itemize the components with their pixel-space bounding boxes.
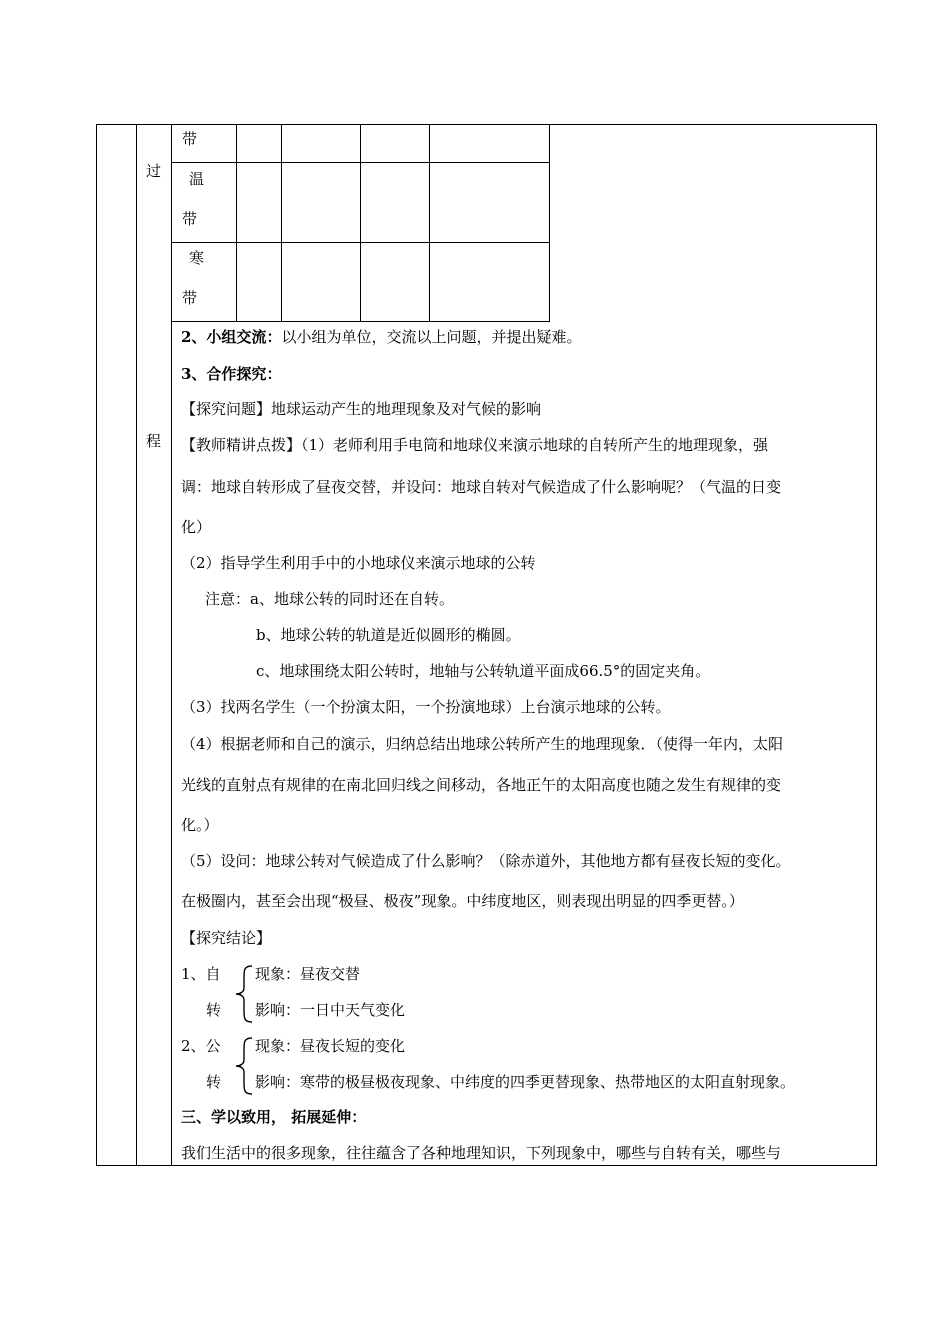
- zone-table-line: [171, 321, 550, 322]
- item2: （2）指导学生利用手中的小地球仪来演示地球的公转: [181, 554, 536, 572]
- outer-top-border: [96, 124, 877, 125]
- rotation-influence: 影响：一日中天气变化: [255, 1001, 406, 1019]
- revolution-label-b: 转: [206, 1073, 222, 1091]
- item5-line-1: （5）设问：地球公转对气候造成了什么影响？（除赤道外，其他地方都有昼夜长短的变化。: [181, 852, 791, 870]
- section3-title: 3、合作探究：: [181, 365, 282, 383]
- revolution-influence: 影响：寒带的极昼极夜现象、中纬度的四季更替现象、热带地区的太阳直射现象。: [255, 1073, 796, 1091]
- item5-line-2: 在极圈内，甚至会出现“极昼、极夜”现象。中纬度地区，则表现出明显的四季更替。）: [181, 892, 744, 910]
- col-divider-1: [136, 124, 137, 1165]
- zone-table-line: [281, 124, 282, 321]
- item4-line-2: 光线的直射点有规律的在南北回归线之间移动，各地正午的太阳高度也随之发生有规律的变: [181, 776, 782, 794]
- rotation-phenomenon: 现象：昼夜交替: [255, 965, 361, 983]
- zone-row-label: 带: [182, 289, 198, 307]
- zone-row-label: 带: [182, 130, 198, 148]
- note-c: c、地球围绕太阳公转时，地轴与公转轨道平面成66.5°的固定夹角。: [256, 662, 711, 680]
- item4-line-3: 化。）: [181, 816, 219, 834]
- item4-line-1: （4）根据老师和自己的演示，归纳总结出地球公转所产生的地理现象．（使得一年内，太阳: [181, 735, 784, 753]
- explore-question: 【探究问题】地球运动产生的地理现象及对气候的影响: [181, 400, 542, 418]
- brace-icon: [234, 1036, 254, 1096]
- outer-bottom-border: [96, 1165, 877, 1166]
- revolution-phenomenon: 现象：昼夜长短的变化: [255, 1037, 406, 1055]
- last-line: 我们生活中的很多现象，往往蕴含了各种地理知识，下列现象中，哪些与自转有关，哪些与: [181, 1144, 782, 1162]
- side-label-guo: 过: [146, 162, 162, 180]
- zone-table-line: [360, 124, 361, 321]
- revolution-label-a: 2、公: [181, 1037, 221, 1055]
- section2-text: 以小组为单位，交流以上问题，并提出疑难。: [281, 328, 582, 346]
- outer-left-border: [96, 124, 97, 1165]
- teacher-line-2: 调：地球自转形成了昼夜交替，并设问：地球自转对气候造成了什么影响呢？（气温的日变: [181, 478, 782, 496]
- zone-table-line: [549, 124, 550, 321]
- outer-right-border: [876, 124, 877, 1165]
- rotation-label-a: 1、自: [181, 965, 221, 983]
- note-b: b、地球公转的轨道是近似圆形的椭圆。: [256, 626, 521, 644]
- col-divider-2: [171, 124, 172, 1165]
- teacher-line-1: 【教师精讲点拨】（1）老师利用手电筒和地球仪来演示地球的自转所产生的地理现象，强: [181, 436, 769, 454]
- zone-table-line: [236, 124, 237, 321]
- zone-table-line: [429, 124, 430, 321]
- brace-icon: [234, 964, 254, 1024]
- conclusion-heading: 【探究结论】: [181, 929, 272, 947]
- item3: （3）找两名学生（一个扮演太阳，一个扮演地球）上台演示地球的公转。: [181, 698, 671, 716]
- rotation-label-b: 转: [206, 1001, 222, 1019]
- zone-row-label: 温: [189, 170, 205, 188]
- teacher-line-3: 化）: [181, 518, 212, 536]
- section-three-title: 三、学以致用， 拓展延伸：: [181, 1108, 367, 1126]
- side-label-cheng: 程: [146, 432, 162, 450]
- note-a: 注意：a、地球公转的同时还在自转。: [205, 590, 454, 608]
- zone-row-label: 寒: [189, 249, 205, 267]
- zone-row-label: 带: [182, 210, 198, 228]
- section2-title: 2、小组交流：: [181, 328, 282, 346]
- section2-line: [181, 328, 581, 346]
